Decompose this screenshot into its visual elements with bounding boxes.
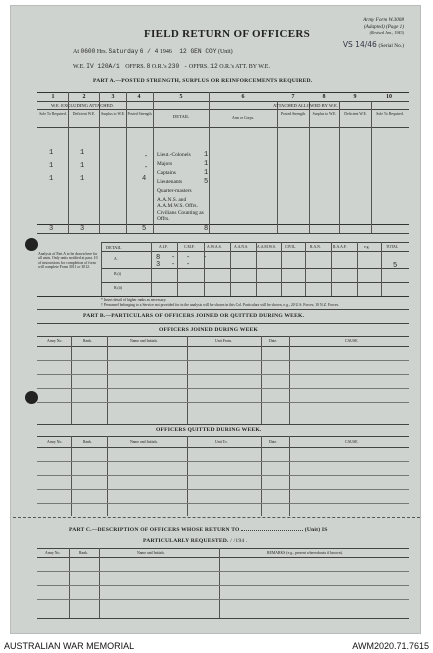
detail-row-quarter-masters: Quarter-masters <box>157 188 192 194</box>
col-number-3: 3 <box>111 94 115 100</box>
analysis-head-rule <box>101 251 409 252</box>
joined-bottom-rule <box>37 424 409 425</box>
col-number-1: 1 <box>51 94 55 100</box>
col5-total: 8 <box>204 225 209 233</box>
head-sole-to-required: Sole To Required. <box>39 112 67 116</box>
unit-label: (Unit) <box>217 49 233 55</box>
col4-value-majors: - <box>144 164 149 172</box>
analysis-col-raaf: R.A.A.F. <box>333 245 347 249</box>
analysis-col-aif: A.I.F. <box>159 245 168 249</box>
analysis-col-ran: R.A.N. <box>310 245 321 249</box>
head-posted-strength-r: Posted Strength. <box>281 112 306 116</box>
quitted-title: OFFICERS QUITTED DURING WEEK. <box>156 427 262 433</box>
or-field: 230 <box>168 63 180 70</box>
part-c-row-rule-3 <box>37 599 409 600</box>
part-c-col-rank: Rank. <box>79 551 88 555</box>
quitted-row-rule-3 <box>37 489 409 490</box>
quitted-row-rule-2 <box>37 475 409 476</box>
analysis-detail-label: DETAIL <box>106 245 122 250</box>
analysis-col-total: TOTAL <box>386 245 399 249</box>
joined-title-rule <box>37 336 409 337</box>
col1-value-lt-col: 1 <box>49 149 54 157</box>
totals-bottom-rule <box>37 233 409 234</box>
analysis-note: Analysis of Part A to be drawn here for all units. Only units notified at para. 10 of instructions for completion of form will complete Form 3011 or 3012. <box>38 252 98 270</box>
analysis-row-a-label: A. <box>114 257 118 261</box>
we-label: W.E. <box>73 64 85 70</box>
col-divider-5 <box>209 92 210 233</box>
part-c-title-1: PART C.—DESCRIPTION OF OFFICERS WHOSE RETURN TO <box>69 527 240 533</box>
analysis-col-div-3 <box>203 242 208 296</box>
joined-title: OFFICERS JOINED DURING WEEK <box>159 327 259 333</box>
time-field: 0600 <box>80 48 96 55</box>
analysis-bottom-rule <box>37 296 409 297</box>
quitted-col-name: Name and Initials. <box>130 440 158 444</box>
joined-row-rule-1 <box>37 360 409 361</box>
analysis-b1-awas: - <box>186 261 191 269</box>
date-field: 6 / 4 <box>139 48 159 55</box>
year-label: 1946 <box>159 49 172 55</box>
quitted-title-rule <box>37 436 409 437</box>
analysis-row-b1-rule <box>101 282 409 283</box>
we-field: IV 120A/1 <box>86 63 120 70</box>
quitted-div-5 <box>289 436 290 516</box>
offrs2-field: - <box>183 63 188 70</box>
part-c-div-2 <box>99 548 100 618</box>
part-c-col-name: Name and Initials. <box>137 551 165 555</box>
footnote-2: † Personnel belonging to a Service not provided for in the analysis will be shown in this Col. Particulars will be shown, e.g., 20 U.S. Forces, 10 N.Z. Forces. <box>101 303 340 307</box>
analysis-col-div-8 <box>331 242 332 296</box>
quitted-div-1 <box>71 436 72 516</box>
analysis-b1-cmf: - <box>171 261 176 269</box>
analysis-row-b1-label: B.(i) <box>114 272 122 276</box>
col-number-9: 9 <box>353 94 357 100</box>
joined-col-rank: Rank. <box>83 339 92 343</box>
col4-total: 5 <box>142 225 147 233</box>
head-surplus-to-we: Surplus to W.E. <box>101 112 125 116</box>
quitted-col-unit-to: Unit To. <box>215 440 228 444</box>
joined-col-date: Date. <box>269 339 278 343</box>
quitted-row-rule-4 <box>37 503 409 504</box>
col5-value-lt-col: 1 <box>204 151 209 159</box>
serial-handwritten: VS 14/46 <box>342 40 377 49</box>
part-a-title: PART A.—POSTED STRENGTH, SURPLUS OR REINFORCEMENTS REQUIRED. <box>93 78 313 84</box>
offrs-label: OFFRS. <box>125 64 146 70</box>
group-left-header: W.E. EXCLUDING ATTACHED. <box>51 103 114 108</box>
analysis-a-total: 5 <box>393 262 398 270</box>
head-arm-or-corps: Arm or Corps. <box>231 116 255 120</box>
col1-value-captains: 1 <box>49 175 54 183</box>
col-number-4: 4 <box>137 94 141 100</box>
footnote-1: * Insert detail of higher ranks as necessary. <box>101 298 167 302</box>
archive-footer <box>0 640 433 653</box>
quitted-col-date: Date. <box>269 440 278 444</box>
or-label: O.R.'s <box>151 64 167 70</box>
unit-field: 12 GEN COY <box>179 48 217 55</box>
joined-col-name: Name and Initials. <box>130 339 158 343</box>
army-form-label: Army Form W.3008 <box>363 17 404 23</box>
joined-col-cause: CAUSE. <box>345 339 359 343</box>
or2-label: O.R.'s <box>219 64 234 70</box>
att-by-we-label: ATT. BY W.E. <box>235 64 270 70</box>
joined-col-unit-from: Unit From. <box>215 339 232 343</box>
analysis-col-aamws: A.A.M.W.S. <box>257 245 276 249</box>
adapted-label: (Adapted) (Page 1) <box>363 23 404 30</box>
dashed-separator <box>13 517 420 518</box>
head-sole-to-required-r: Sole To Required. <box>376 112 404 116</box>
joined-div-5 <box>289 336 290 424</box>
heads-rule <box>37 127 409 128</box>
col-divider-6 <box>277 101 278 233</box>
col-divider-8 <box>339 101 340 233</box>
analysis-row-a-rule <box>101 268 409 269</box>
joined-head-rule <box>37 346 409 347</box>
analysis-top-rule <box>101 242 409 243</box>
analysis-col-div-4 <box>230 242 231 296</box>
at-label: At <box>73 49 79 55</box>
col-divider-7 <box>309 101 310 233</box>
col5-value-lieutenants: 5 <box>204 178 209 186</box>
col-number-5: 5 <box>179 94 183 100</box>
revised-label: (Revised Jan., 1943) <box>369 30 404 35</box>
joined-row-rule-3 <box>37 388 409 389</box>
detail-row-lieut-colonels: Lieut.-Colonels <box>157 152 191 158</box>
col2-value-captains: 1 <box>80 175 85 183</box>
head-posted-strength: Posted Strength. <box>127 112 153 116</box>
punch-hole-top <box>25 238 38 251</box>
col1-value-majors: 1 <box>49 162 54 170</box>
analysis-col-cmf: C.M.F. <box>184 245 195 249</box>
part-c-title-unit: (Unit) IS <box>304 527 328 533</box>
col1-total: 3 <box>49 225 54 233</box>
offrs2-label: OFFRS. <box>188 64 209 70</box>
part-c-row-rule-2 <box>37 585 409 586</box>
part-a-top-rule <box>37 92 409 93</box>
serial-label: (Serial No.) <box>378 43 404 49</box>
joined-row-rule-4 <box>37 402 409 403</box>
detail-row-lieutenants: Lieutenants <box>157 179 183 185</box>
analysis-col-div-10 <box>381 242 382 296</box>
col-divider-1 <box>68 92 69 233</box>
analysis-a-awas: - <box>186 254 191 262</box>
part-c-div-1 <box>69 548 70 618</box>
totals-rule <box>37 224 409 225</box>
analysis-col-civil: CIVIL. <box>285 245 297 249</box>
analysis-row-b2-label: B.(ii) <box>114 286 123 290</box>
joined-div-2 <box>107 336 108 424</box>
group-right-header: ATTACHED ALLOWED BY W.E. <box>273 103 338 108</box>
joined-col-army-no: Army No. <box>47 339 63 343</box>
joined-div-4 <box>261 336 262 424</box>
quitted-col-army-no: Army No. <box>47 440 63 444</box>
quitted-row-rule-1 <box>37 461 409 462</box>
part-c-div-3 <box>219 548 220 618</box>
quitted-div-4 <box>261 436 262 516</box>
part-b-top-rule <box>37 309 409 310</box>
col-number-6: 6 <box>241 94 245 100</box>
col5-value-majors: 1 <box>204 160 209 168</box>
analysis-col-aans: A.A.N.S. <box>234 245 249 249</box>
analysis-left-border <box>101 242 102 296</box>
form-title: FIELD RETURN OF OFFICERS <box>144 28 311 40</box>
analysis-col-div-5 <box>256 242 257 296</box>
part-c-unit-blank <box>241 530 303 531</box>
analysis-col-eg: e.g. <box>364 245 370 249</box>
part-c-top-rule <box>37 548 409 549</box>
part-c-col-remarks: REMARKS (e.g., present whereabouts if known). <box>267 551 343 555</box>
col-divider-9 <box>371 101 372 233</box>
part-b-title: PART B.—PARTICULARS OF OFFICERS JOINED OR QUITTED DURING WEEK. <box>83 313 305 319</box>
part-c-title-2: PARTICULARLY REQUESTED. <box>143 538 229 544</box>
detail-row-majors: Majors <box>157 161 173 167</box>
quitted-col-cause: CAUSE. <box>345 440 359 444</box>
header-line-1 <box>73 48 373 55</box>
header-line-2 <box>73 63 403 70</box>
analysis-a-aans: - <box>203 254 208 262</box>
part-c-title-line-1 <box>69 527 328 533</box>
quitted-col-rank: Rank. <box>83 440 92 444</box>
detail-row-civilians: Civilians Counting as Offrs. <box>157 210 204 223</box>
group-left-rule <box>37 109 209 110</box>
head-detail: DETAIL <box>172 114 190 119</box>
part-c-col-army-no: Army No. <box>45 551 61 555</box>
part-c-title-line-2 <box>143 538 248 544</box>
joined-row-rule-2 <box>37 374 409 375</box>
day-field: Saturday <box>108 48 139 55</box>
col-number-rule <box>37 101 409 102</box>
or2-field: 12 <box>210 63 218 70</box>
analysis-col-div-2 <box>177 242 178 296</box>
part-c-row-rule-1 <box>37 571 409 572</box>
col-number-2: 2 <box>82 94 86 100</box>
hrs-label: Hrs. <box>96 49 108 55</box>
footer-accession: AWM2020.71.7615 <box>352 641 429 651</box>
col-number-8: 8 <box>322 94 326 100</box>
detail-row-aans-aamws: A.A.N.S. and A.A.M.W.S. Offrs. <box>157 197 198 210</box>
col5-value-captains: 1 <box>204 169 209 177</box>
quitted-head-rule <box>37 447 409 448</box>
col4-value-lt-col: - <box>144 153 149 161</box>
analysis-col-awas: A.W.A.S. <box>207 245 222 249</box>
col-number-7: 7 <box>291 94 295 100</box>
joined-div-3 <box>187 336 188 424</box>
quitted-div-2 <box>107 436 108 516</box>
analysis-col-div-1 <box>151 242 152 296</box>
analysis-col-div-7 <box>305 242 306 296</box>
joined-div-1 <box>71 336 72 424</box>
col2-total: 3 <box>80 225 85 233</box>
analysis-col-div-6 <box>281 242 282 296</box>
col2-value-lt-col: 1 <box>80 149 85 157</box>
part-c-date: / /194 . <box>230 538 248 544</box>
part-c-bottom-rule <box>37 618 409 619</box>
quitted-div-3 <box>187 436 188 516</box>
detail-row-captains: Captains <box>157 170 176 176</box>
analysis-a-aif: 8 <box>156 254 161 262</box>
offrs-field: 8 <box>146 63 151 70</box>
footer-institution: AUSTRALIAN WAR MEMORIAL <box>4 641 135 651</box>
analysis-a-cmf: - <box>171 254 176 262</box>
analysis-b1-aif: 3 <box>156 261 161 269</box>
col2-value-majors: 1 <box>80 162 85 170</box>
part-c-head-rule <box>37 557 409 558</box>
col-number-10: 10 <box>386 94 392 100</box>
head-deficient-we: Deficient W.E. <box>72 112 96 116</box>
form-sheet <box>10 5 421 634</box>
part-b-title-rule <box>37 323 409 324</box>
analysis-col-div-9 <box>357 242 358 296</box>
col4-value-lieutenants: 4 <box>142 175 147 183</box>
head-deficient-we-r: Deficient W.E. <box>344 112 367 116</box>
head-surplus-to-we-r: Surplus to W.E. <box>312 112 337 116</box>
